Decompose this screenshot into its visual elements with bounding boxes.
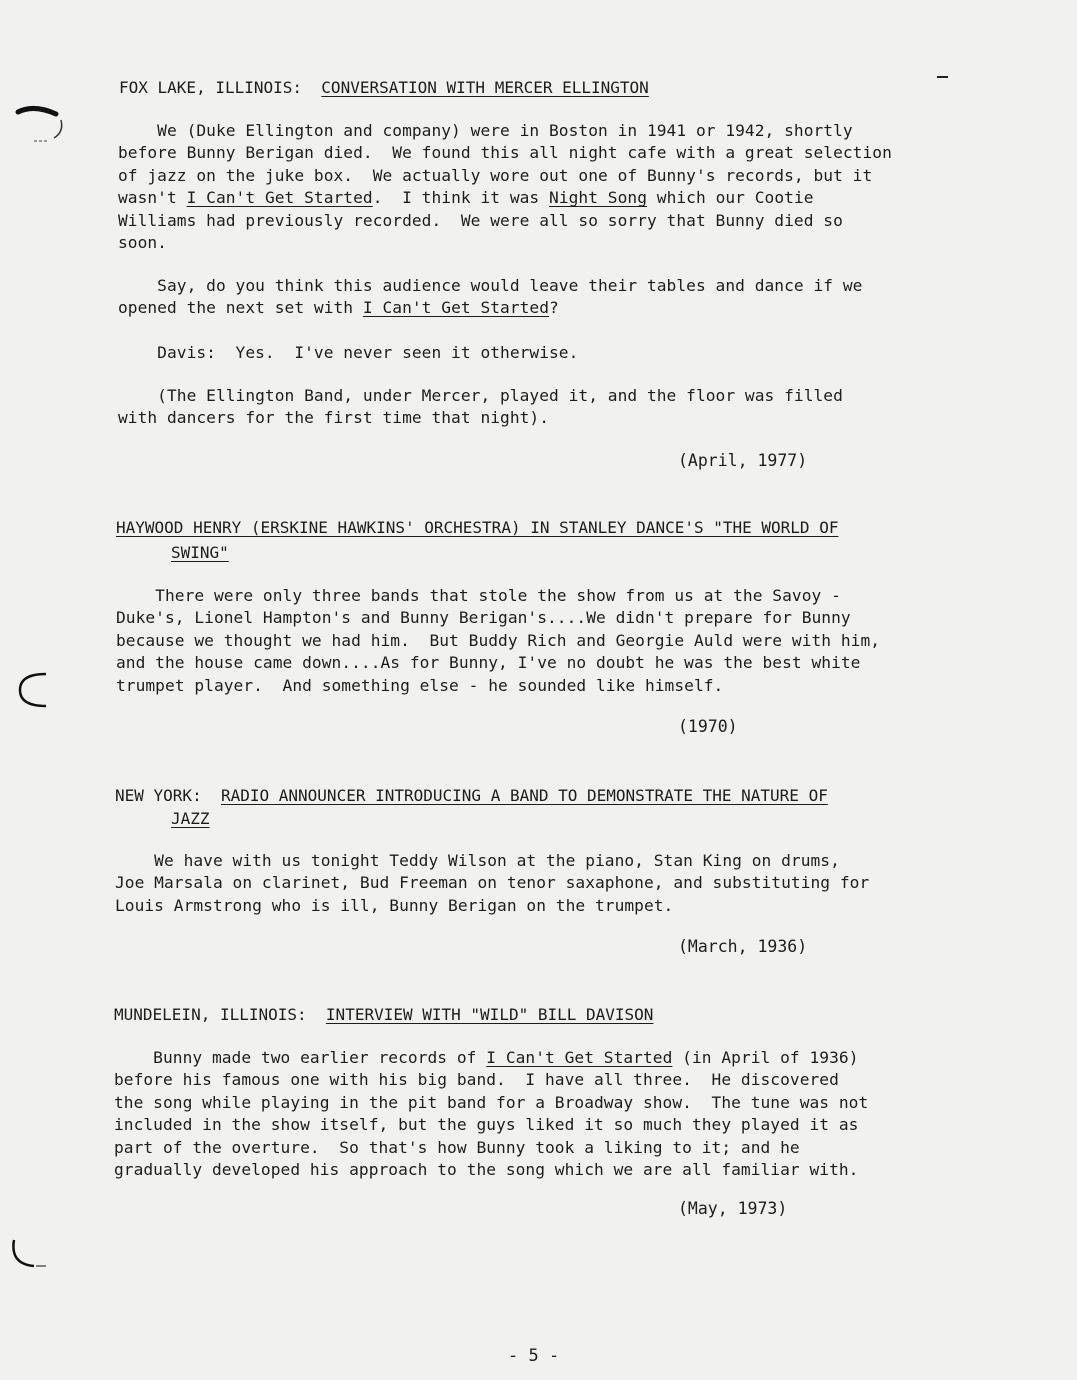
paragraph xyxy=(114,1047,868,1181)
song-title: Night Song xyxy=(549,188,647,208)
text-line: Joe Marsala on clarinet, Bud Freeman on tenor saxaphone, and substituting for xyxy=(115,873,870,893)
text-line: Duke's, Lionel Hampton's and Bunny Berigan's....We didn't prepare for Bunny xyxy=(116,608,851,628)
heading-title-line: HAYWOOD HENRY (ERSKINE HAWKINS' ORCHESTRA) IN STANLEY DANCE'S "THE WORLD OF xyxy=(116,518,839,537)
date-line: (April, 1977) xyxy=(678,451,808,470)
text-line: part of the overture. So that's how Bunny took a liking to it; and he xyxy=(114,1137,800,1157)
section-heading xyxy=(171,808,210,830)
song-title: I Can't Get Started xyxy=(362,298,550,318)
text-line: before his famous one with his big band. I have all three. He discovered xyxy=(114,1070,839,1090)
text-line: We (Duke Ellington and company) were in Boston in 1941 or 1942, shortly xyxy=(118,121,853,140)
song-title: I Can't Get Started xyxy=(486,1048,673,1067)
text-line: with dancers for the first time that night). xyxy=(118,408,550,428)
text-line: (The Ellington Band, under Mercer, played it, and the floor was filled xyxy=(118,386,843,405)
text-line: trumpet player. And something else - he sounded like himself. xyxy=(116,675,724,695)
page-number: - 5 - xyxy=(508,1346,560,1366)
text-line: Williams had previously recorded. We were all so sorry that Bunny died so xyxy=(118,210,843,230)
binder-hole-mark-middle xyxy=(14,668,54,718)
paragraph xyxy=(116,585,880,697)
section-heading xyxy=(114,1004,653,1026)
text-line: (in April of 1936) xyxy=(672,1048,859,1067)
corner-dash xyxy=(937,76,948,78)
heading-title: INTERVIEW WITH "WILD" BILL DAVISON xyxy=(325,1005,654,1024)
text-line: Bunny made two earlier records of xyxy=(114,1048,487,1067)
text-line: soon. xyxy=(118,233,167,253)
binder-hole-mark-top xyxy=(14,100,74,150)
text-line: because we thought we had him. But Buddy Rich and Georgie Auld were with him, xyxy=(116,630,881,650)
heading-location: FOX LAKE, ILLINOIS: xyxy=(119,78,303,97)
text-line: We have with us tonight Teddy Wilson at the piano, Stan King on drums, xyxy=(115,851,840,870)
section-heading xyxy=(119,77,649,99)
text-line: the song while playing in the pit band for a Broadway show. The tune was not xyxy=(114,1092,869,1112)
binder-hole-mark-bottom xyxy=(6,1236,56,1276)
paragraph xyxy=(118,342,578,364)
paragraph xyxy=(118,120,892,254)
text-line: which our Cootie xyxy=(647,188,814,208)
song-title: I Can't Get Started xyxy=(186,188,373,208)
heading-title: CONVERSATION WITH MERCER ELLINGTON xyxy=(321,78,649,97)
text-line: and the house came down....As for Bunny, I've no doubt he was the best white xyxy=(116,653,861,673)
section-heading xyxy=(116,517,838,539)
text-line: Louis Armstrong who is ill, Bunny Berigan on the trumpet. xyxy=(115,895,674,915)
text-line: ? xyxy=(549,298,559,318)
section-heading xyxy=(171,542,229,564)
heading-title-line: RADIO ANNOUNCER INTRODUCING A BAND TO DEMONSTRATE THE NATURE OF xyxy=(220,786,828,805)
paragraph xyxy=(118,275,862,320)
text-line: Davis: Yes. I've never seen it otherwise. xyxy=(118,343,579,362)
section-heading xyxy=(115,785,828,807)
text-line: included in the show itself, but the guys liked it so much they played it as xyxy=(114,1115,859,1135)
heading-title-line: SWING" xyxy=(171,543,229,562)
date-line: (March, 1936) xyxy=(678,937,808,956)
text-line: There were only three bands that stole the show from us at the Savoy - xyxy=(116,586,841,605)
text-line: before Bunny Berigan died. We found this all night cafe with a great selection xyxy=(118,143,892,163)
paragraph xyxy=(115,850,869,917)
text-line: of jazz on the juke box. We actually wore out one of Bunny's records, but it xyxy=(118,165,873,185)
paragraph xyxy=(118,385,843,430)
text-line: Say, do you think this audience would leave their tables and dance if we xyxy=(118,276,863,295)
date-line: (1970) xyxy=(678,717,738,736)
heading-location: MUNDELEIN, ILLINOIS: xyxy=(114,1005,307,1024)
heading-location: NEW YORK: xyxy=(115,786,202,805)
text-line: wasn't xyxy=(118,188,187,208)
text-line: gradually developed his approach to the song which we are all familiar with. xyxy=(114,1160,859,1180)
date-line: (May, 1973) xyxy=(678,1199,788,1218)
text-line: . I think it was xyxy=(372,188,550,208)
text-line: opened the next set with xyxy=(118,298,363,318)
heading-title-line: JAZZ xyxy=(171,809,210,828)
